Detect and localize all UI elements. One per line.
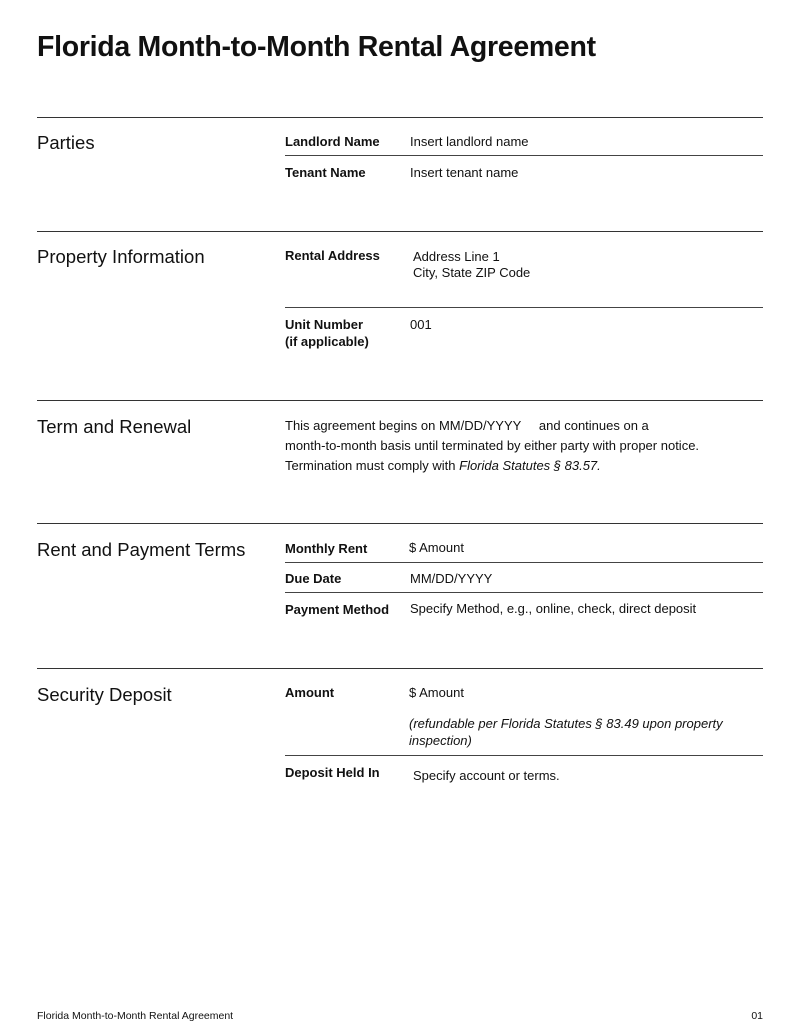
section-title-rent: Rent and Payment Terms <box>37 539 246 560</box>
term-line2: month-to-month basis until terminated by either party with proper notice. <box>285 438 700 453</box>
unit-number-field[interactable]: 001 <box>410 317 432 332</box>
unit-number-qualifier: (if applicable) <box>285 334 369 349</box>
payment-method-field[interactable]: Specify Method, e.g., online, check, direct deposit <box>410 601 697 616</box>
deposit-amount-field[interactable]: $ Amount <box>409 685 464 700</box>
due-date-field[interactable]: MM/DD/YYYY <box>410 571 493 586</box>
row-divider <box>285 155 763 156</box>
section-divider <box>37 400 763 401</box>
page-title: Florida Month-to-Month Rental Agreement <box>37 31 596 63</box>
due-date-label: Due Date <box>285 571 342 586</box>
term-line3-prefix: Termination must comply with <box>285 458 456 473</box>
deposit-note-line2: inspection) <box>409 733 472 748</box>
landlord-name-field[interactable]: Insert landlord name <box>410 134 529 149</box>
rental-address-label: Rental Address <box>285 248 380 263</box>
monthly-rent-field[interactable]: $ Amount <box>409 540 464 555</box>
row-divider <box>285 755 763 756</box>
term-paragraph <box>285 416 755 476</box>
deposit-amount-label: Amount <box>285 685 335 700</box>
payment-method-label: Payment Method <box>285 602 390 617</box>
section-divider <box>37 668 763 669</box>
deposit-held-field[interactable]: Specify account or terms. <box>413 768 560 783</box>
section-title-property: Property Information <box>37 246 205 267</box>
section-divider <box>37 523 763 524</box>
start-date-field[interactable]: MM/DD/YYYY <box>438 418 522 433</box>
deposit-note-line1: (refundable per Florida Statutes § 83.49 upon property <box>409 716 723 731</box>
section-title-parties: Parties <box>37 132 95 153</box>
deposit-held-label: Deposit Held In <box>285 765 380 780</box>
page-number: 01 <box>751 1010 763 1022</box>
section-title-deposit: Security Deposit <box>37 684 172 705</box>
tenant-name-label: Tenant Name <box>285 165 366 180</box>
tenant-name-field[interactable]: Insert tenant name <box>410 165 519 180</box>
monthly-rent-label: Monthly Rent <box>285 541 368 556</box>
term-text-after: and continues on a <box>538 418 649 433</box>
section-title-term: Term and Renewal <box>37 416 192 437</box>
row-divider <box>285 307 763 308</box>
row-divider <box>285 562 763 563</box>
term-text-before: This agreement begins on <box>285 418 436 433</box>
row-divider <box>285 592 763 593</box>
footer-title: Florida Month-to-Month Rental Agreement <box>37 1010 234 1022</box>
section-divider <box>37 231 763 232</box>
section-divider <box>37 117 763 118</box>
unit-number-label: Unit Number <box>285 317 363 332</box>
address-line2-field[interactable]: City, State ZIP Code <box>413 265 531 280</box>
statute-reference: Florida Statutes § 83.57. <box>459 458 601 473</box>
address-line1-field[interactable]: Address Line 1 <box>413 249 500 264</box>
landlord-name-label: Landlord Name <box>285 134 380 149</box>
